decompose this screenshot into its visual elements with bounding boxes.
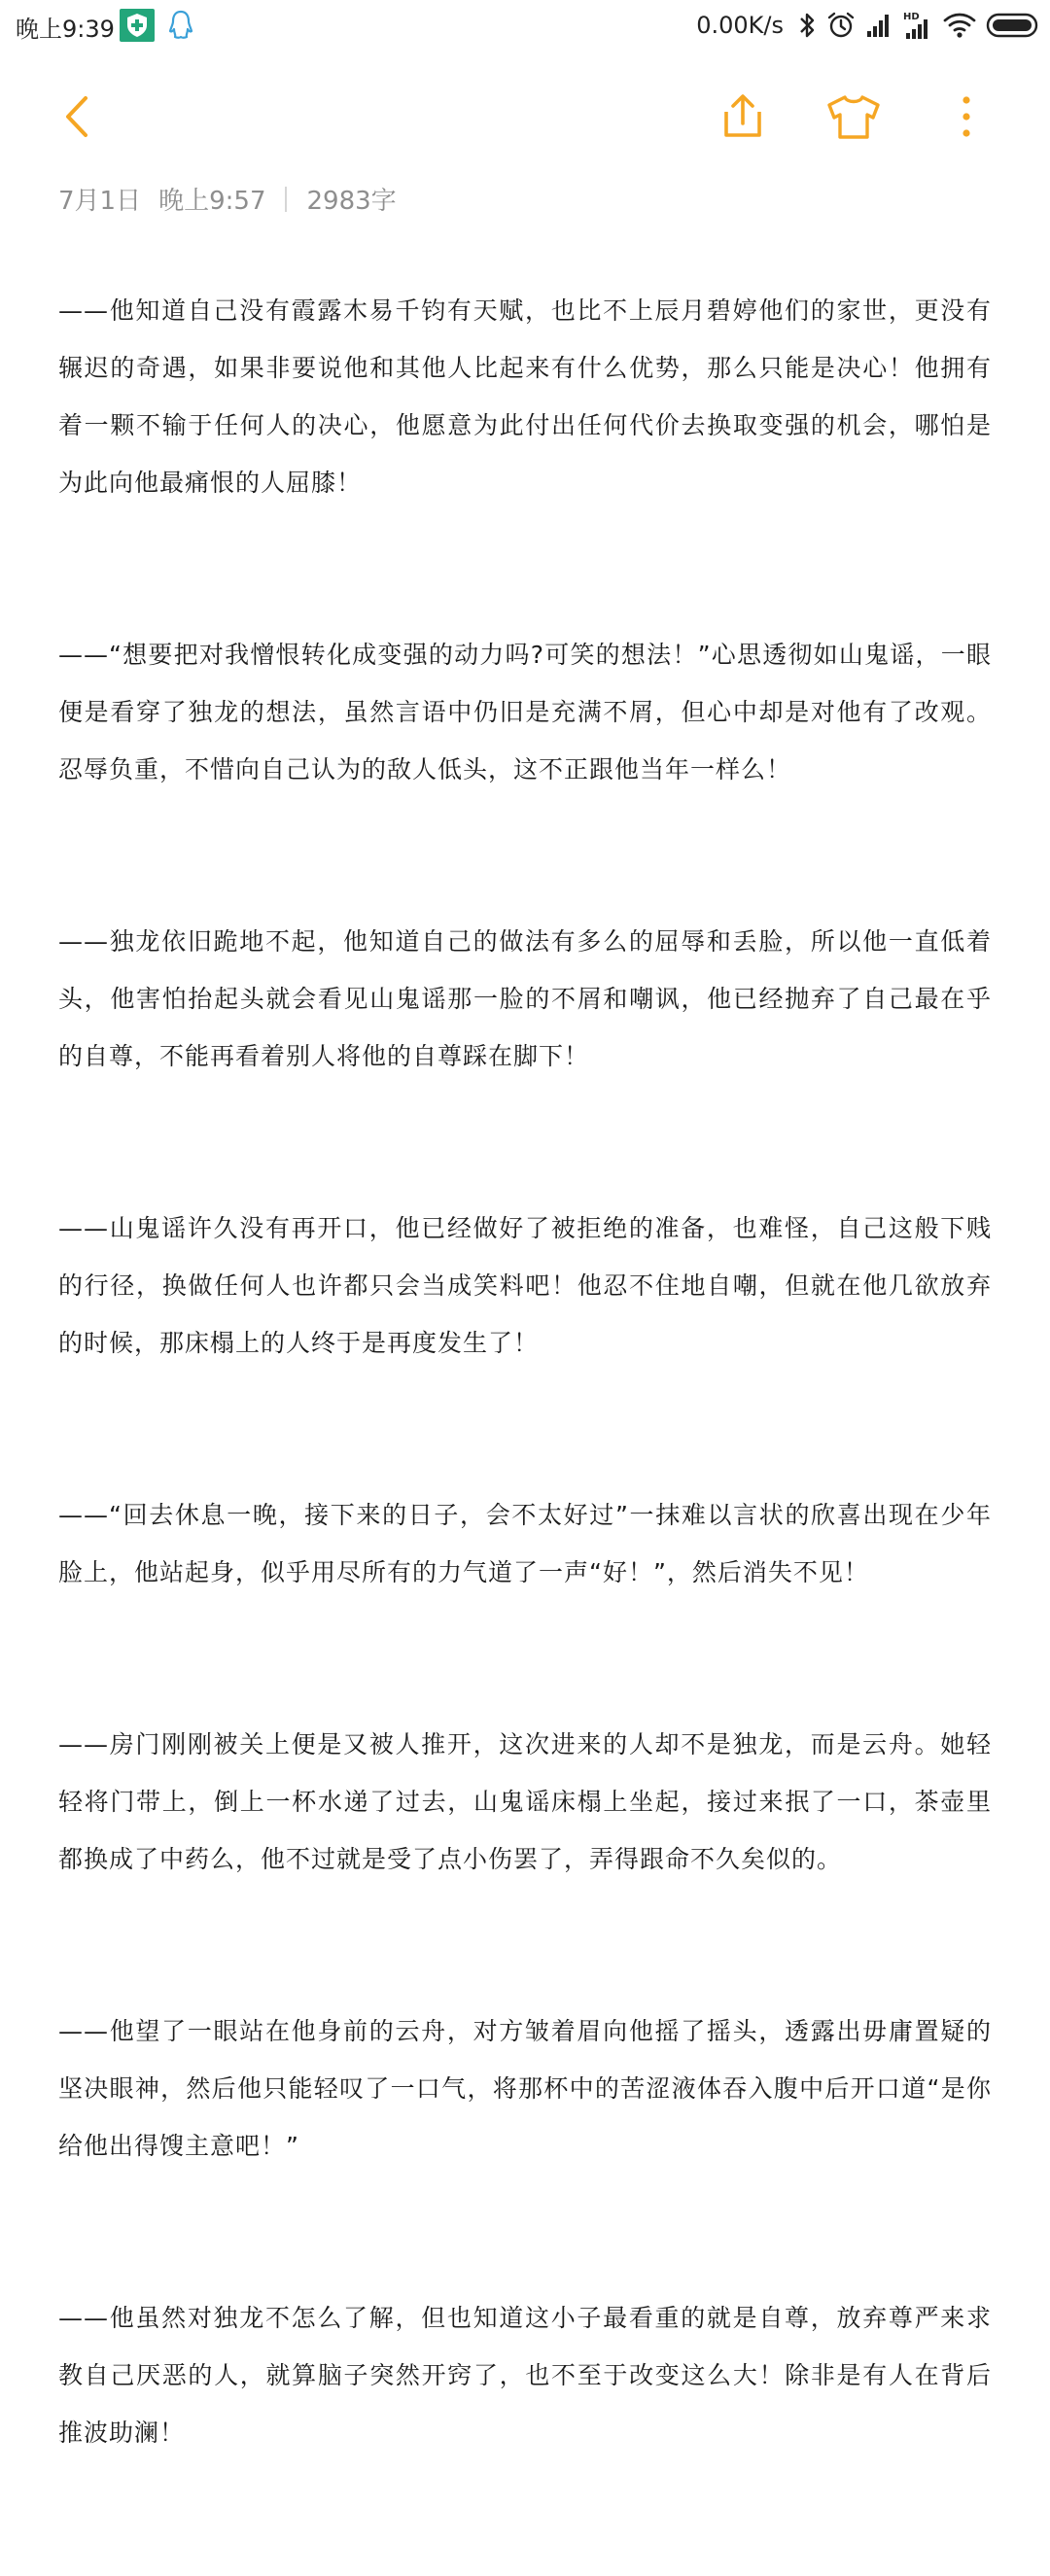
wifi-icon bbox=[943, 12, 976, 39]
status-icons bbox=[696, 8, 1040, 43]
note-paragraph: ——山鬼谣许久没有再开口，他已经做好了被拒绝的准备，也难怪，自己这般下贱的行径，换做任何人也许都只会当成笑料吧！他忍不住地自嘲，但就在他几欲放弃的时候，那床榻上的人终于是再度发生了！ bbox=[58, 1214, 992, 1357]
note-paragraph: ——“想要把对我憎恨转化成变强的动力吗?可笑的想法！”心思透彻如山鬼谣，一眼便是看穿了独龙的想法，虽然言语中仍旧是充满不屑，但心中却是对他有了改观。忍辱负重，不惜向自己认为的敌人低头，这不正跟他当年一样么！ bbox=[58, 641, 992, 783]
qq-icon bbox=[165, 9, 196, 42]
more-vertical-icon bbox=[957, 92, 976, 141]
note-toolbar bbox=[0, 78, 1050, 156]
battery-icon bbox=[986, 12, 1040, 39]
note-meta bbox=[58, 181, 397, 217]
svg-text:HD: HD bbox=[903, 12, 920, 22]
more-options-button[interactable] bbox=[928, 78, 1005, 156]
bluetooth-icon bbox=[797, 11, 817, 40]
signal-icon bbox=[865, 12, 892, 39]
alarm-icon bbox=[826, 11, 856, 40]
note-paragraph: ——“回去休息一晚，接下来的日子，会不太好过”一抹难以言状的欣喜出现在少年脸上，他站起身，似乎用尽所有的力气道了一声“好！”，然后消失不见！ bbox=[58, 1501, 992, 1586]
network-speed: 0.00K/s bbox=[696, 12, 784, 39]
status-bar bbox=[0, 0, 1050, 51]
note-paragraph: ——房门刚刚被关上便是又被人推开，这次进来的人却不是独龙，而是云舟。她轻轻将门带上，倒上一杯水递了过去，山鬼谣床榻上坐起，接过来抿了一口，茶壶里都换成了中药么，他不过就是受了点小伤罢了，弄得跟命不久矣似的。 bbox=[58, 1730, 992, 1873]
note-time: 晚上9:57 bbox=[158, 187, 266, 216]
back-button[interactable] bbox=[39, 78, 117, 156]
note-date: 7月1日 bbox=[58, 187, 142, 216]
note-paragraph: ——他虽然对独龙不怎么了解，但也知道这小子最看重的就是自尊，放弃尊严来求教自己厌恶的人，就算脑子突然开窍了，也不至于改变这么大！除非是有人在背后推波助澜！ bbox=[58, 2304, 992, 2447]
word-count: 2983字 bbox=[306, 187, 397, 216]
hd-signal-icon bbox=[902, 10, 933, 41]
tshirt-icon bbox=[825, 92, 882, 141]
meta-divider bbox=[285, 187, 287, 212]
theme-button[interactable] bbox=[815, 78, 892, 156]
note-paragraph: ——独龙依旧跪地不起，他知道自己的做法有多么的屈辱和丢脸，所以他一直低着头，他害怕抬起头就会看见山鬼谣那一脸的不屑和嘲讽，他已经抛弃了自己最在乎的自尊，不能再看着别人将他的自尊踩在脚下！ bbox=[58, 927, 992, 1070]
security-shield-icon bbox=[120, 9, 155, 42]
note-body[interactable] bbox=[58, 282, 992, 2576]
share-icon bbox=[718, 92, 767, 141]
note-paragraph: ——他知道自己没有霞露木易千钧有天赋，也比不上辰月碧婷他们的家世，更没有辗迟的奇遇，如果非要说他和其他人比起来有什么优势，那么只能是决心！他拥有着一颗不输于任何人的决心，他愿意为此付出任何代价去换取变强的机会，哪怕是为此向他最痛恨的人屈膝！ bbox=[58, 296, 992, 497]
share-button[interactable] bbox=[704, 78, 782, 156]
status-time: 晚上9:39 bbox=[16, 16, 115, 43]
chevron-left-icon bbox=[58, 92, 97, 141]
note-paragraph: ——他望了一眼站在他身前的云舟，对方皱着眉向他摇了摇头，透露出毋庸置疑的坚决眼神，然后他只能轻叹了一口气，将那杯中的苦涩液体吞入腹中后开口道“是你给他出得馊主意吧！” bbox=[58, 2017, 992, 2160]
